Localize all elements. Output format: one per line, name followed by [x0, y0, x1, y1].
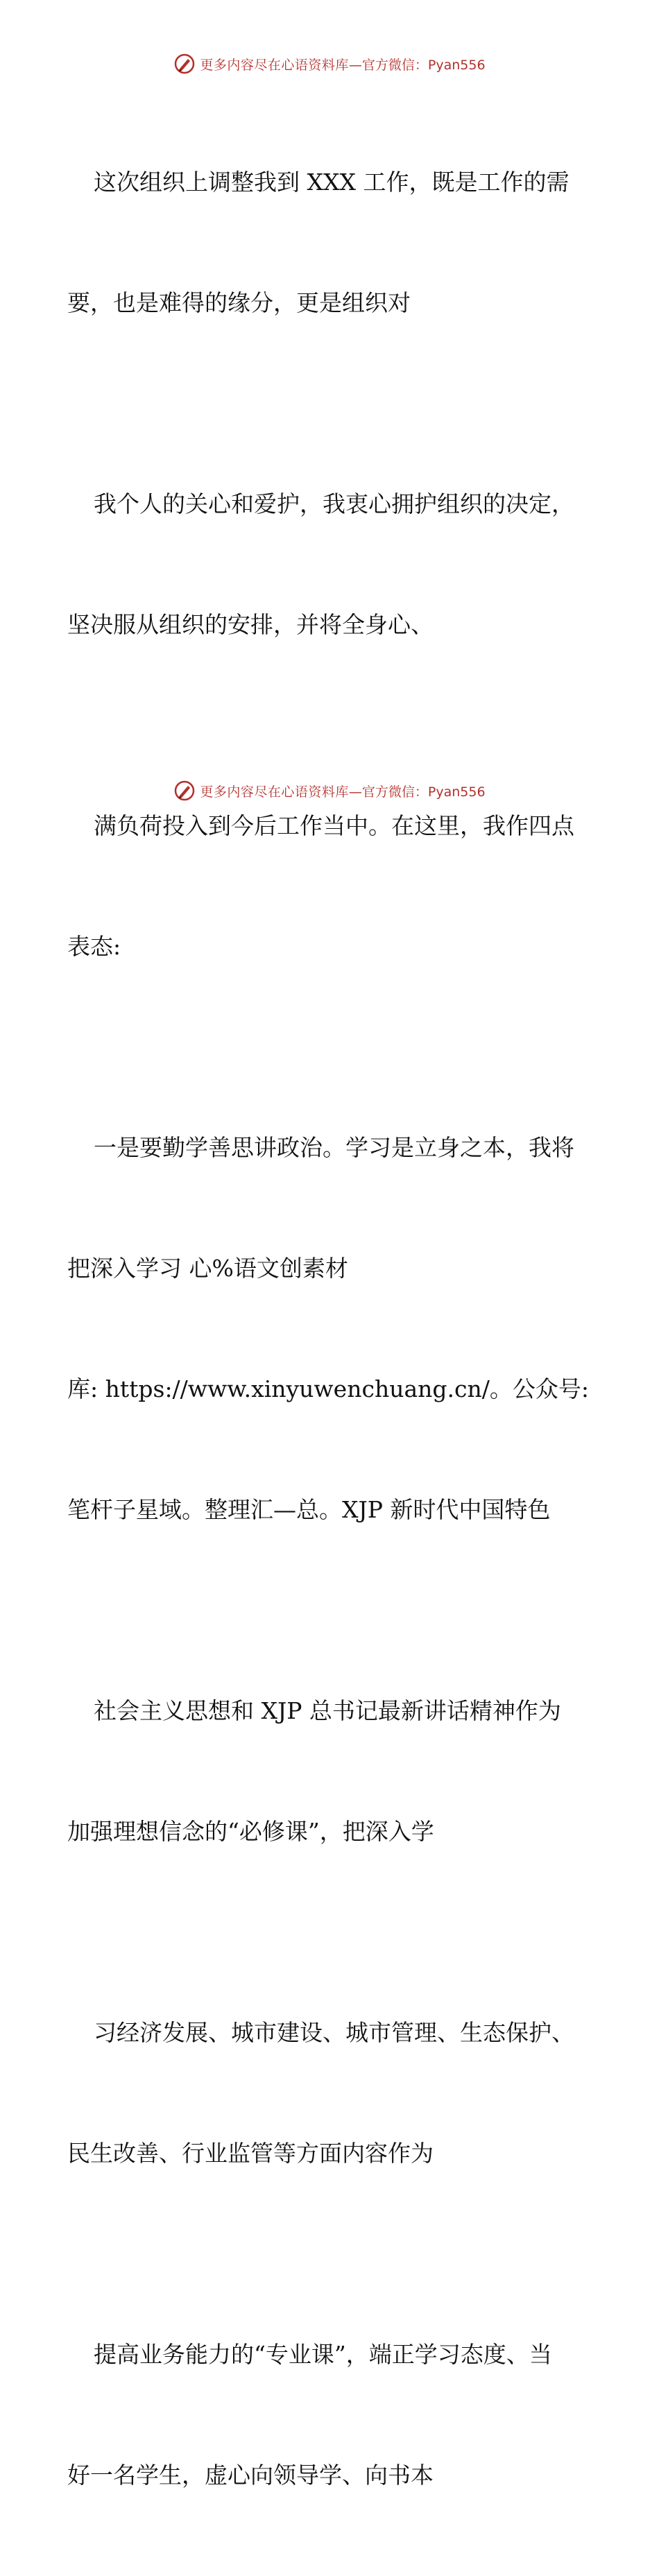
pen-logo-icon	[173, 780, 196, 802]
paragraph-7	[67, 2254, 594, 2576]
pen-logo-icon	[173, 53, 196, 75]
paragraph-line: 笔杆子星域。整理汇—总。XJP 新时代中国特色	[67, 1496, 551, 1523]
header-official-account: —官方微信：Pyan556	[348, 57, 486, 73]
paragraph-line: 把深入学习 心%语文创素材	[67, 1255, 348, 1282]
footer-brand-text: 更多内容尽在心语资料库	[200, 784, 349, 800]
paragraph-line: 这次组织上调整我到 XXX 工作，既是工作的需	[94, 169, 570, 196]
paragraph-3	[67, 725, 594, 1047]
header-banner	[0, 50, 659, 78]
paragraph-line: 提高业务能力的“专业课”，端正学习态度、当	[94, 2341, 552, 2368]
paragraph-line: 加强理想信念的“必修课”，把深入学	[67, 1818, 434, 1845]
paragraph-6	[67, 1932, 594, 2254]
paragraph-line: 一是要勤学善思讲政治。学习是立身之本，我将	[94, 1134, 574, 1161]
paragraph-line: 坚决服从组织的安排，并将全身心、	[67, 611, 434, 638]
paragraph-line: 社会主义思想和 XJP 总书记最新讲话精神作为	[94, 1697, 561, 1724]
paragraph-line: 习经济发展、城市建设、城市管理、生态保护、	[94, 2019, 574, 2046]
paragraph-line: 库: https://www.xinyuwenchuang.cn/。公众号:	[67, 1375, 589, 1402]
paragraph-line: 表态:	[67, 933, 121, 960]
paragraph-line: 我个人的关心和爱护，我衷心拥护组织的决定，	[94, 490, 574, 517]
paragraph-4	[67, 1047, 594, 1611]
paragraph-line: 民生改善、行业监管等方面内容作为	[67, 2140, 434, 2167]
paragraph-1	[67, 82, 594, 404]
paragraph-line: 要，也是难得的缘分，更是组织对	[67, 289, 411, 316]
paragraph-2	[67, 404, 594, 725]
footer-official-account: —官方微信：Pyan556	[348, 784, 486, 800]
header-brand-text: 更多内容尽在心语资料库	[200, 57, 349, 73]
document-body	[67, 82, 594, 2576]
footer-banner	[0, 777, 659, 805]
paragraph-5	[67, 1611, 594, 1932]
paragraph-line: 好一名学生，虚心向领导学、向书本	[67, 2462, 434, 2489]
paragraph-line: 满负荷投入到今后工作当中。在这里，我作四点	[94, 812, 574, 839]
